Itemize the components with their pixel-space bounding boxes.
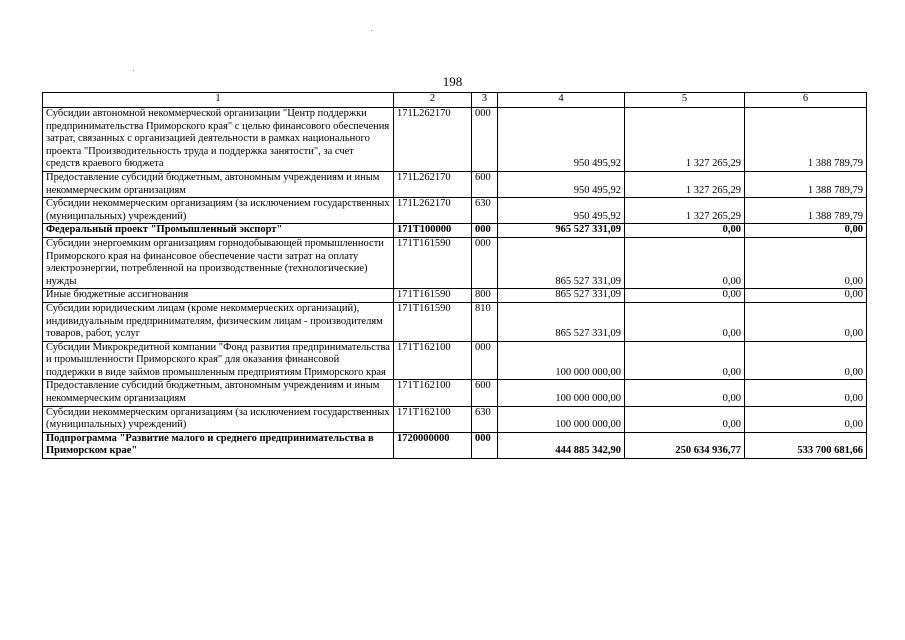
expense-type-code: 600	[472, 171, 498, 197]
target-article-code: 171T161590	[394, 237, 472, 288]
row-name: Иные бюджетные ассигнования	[43, 289, 394, 303]
column-header: 3	[472, 93, 498, 108]
target-article-code: 171L262170	[394, 108, 472, 172]
budget-table	[42, 92, 867, 459]
row-name: Предоставление субсидий бюджетным, автономным учреждениям и иным некоммерческим организациям	[43, 171, 394, 197]
expense-type-code: 000	[472, 108, 498, 172]
amount-column-4: 865 527 331,09	[498, 289, 625, 303]
expense-type-code: 630	[472, 198, 498, 224]
amount-column-5: 0,00	[625, 224, 745, 238]
amount-column-6: 0,00	[745, 224, 867, 238]
table-row	[43, 432, 867, 458]
expense-type-code: 000	[472, 341, 498, 380]
target-article-code: 171T100000	[394, 224, 472, 238]
amount-column-5: 0,00	[625, 341, 745, 380]
amount-column-4: 100 000 000,00	[498, 341, 625, 380]
amount-column-6: 533 700 681,66	[745, 432, 867, 458]
amount-column-6: 0,00	[745, 302, 867, 341]
row-name: Предоставление субсидий бюджетным, автономным учреждениям и иным некоммерческим организациям	[43, 380, 394, 406]
table-row	[43, 406, 867, 432]
table-row	[43, 302, 867, 341]
target-article-code: 171T162100	[394, 406, 472, 432]
amount-column-4: 865 527 331,09	[498, 302, 625, 341]
amount-column-6: 1 388 789,79	[745, 108, 867, 172]
table-row	[43, 224, 867, 238]
budget-table-body	[43, 93, 867, 459]
amount-column-6: 0,00	[745, 380, 867, 406]
amount-column-5: 0,00	[625, 406, 745, 432]
amount-column-6: 0,00	[745, 341, 867, 380]
target-article-code: 171T161590	[394, 302, 472, 341]
row-name: Субсидии некоммерческим организациям (за исключением государственных (муниципальных) учреждений)	[43, 198, 394, 224]
expense-type-code: 000	[472, 224, 498, 238]
expense-type-code: 000	[472, 237, 498, 288]
amount-column-5: 0,00	[625, 289, 745, 303]
amount-column-5: 0,00	[625, 380, 745, 406]
table-row	[43, 289, 867, 303]
row-name: Субсидии энергоемким организациям горнодобывающей промышленности Приморского края на финансовое обеспечение части затрат на оплату электроэнергии, потребленной на производственные (технологические) нужды	[43, 237, 394, 288]
column-header: 4	[498, 93, 625, 108]
table-row	[43, 341, 867, 380]
table-header-row	[43, 93, 867, 108]
target-article-code: 1720000000	[394, 432, 472, 458]
table-row	[43, 108, 867, 172]
amount-column-5: 250 634 936,77	[625, 432, 745, 458]
amount-column-4: 950 495,92	[498, 171, 625, 197]
expense-type-code: 810	[472, 302, 498, 341]
scan-speck	[371, 30, 372, 31]
amount-column-4: 950 495,92	[498, 108, 625, 172]
amount-column-5: 0,00	[625, 302, 745, 341]
amount-column-4: 100 000 000,00	[498, 380, 625, 406]
amount-column-6: 0,00	[745, 237, 867, 288]
amount-column-4: 965 527 331,09	[498, 224, 625, 238]
amount-column-4: 865 527 331,09	[498, 237, 625, 288]
table-row	[43, 380, 867, 406]
amount-column-4: 100 000 000,00	[498, 406, 625, 432]
amount-column-4: 444 885 342,90	[498, 432, 625, 458]
row-name: Субсидии Микрокредитной компании "Фонд развития предпринимательства и промышленности Приморского края" для оказания финансовой поддержки в виде займов промышленным предприятиям Приморского края	[43, 341, 394, 380]
column-header: 2	[394, 93, 472, 108]
expense-type-code: 800	[472, 289, 498, 303]
amount-column-6: 0,00	[745, 406, 867, 432]
target-article-code: 171T162100	[394, 380, 472, 406]
expense-type-code: 000	[472, 432, 498, 458]
table-row	[43, 237, 867, 288]
target-article-code: 171T161590	[394, 289, 472, 303]
row-name: Субсидии некоммерческим организациям (за исключением государственных (муниципальных) учреждений)	[43, 406, 394, 432]
amount-column-4: 950 495,92	[498, 198, 625, 224]
column-header: 1	[43, 93, 394, 108]
row-name: Субсидии юридическим лицам (кроме некоммерческих организаций), индивидуальным предпринимателям, физическим лицам - производителям товаров, работ, услуг	[43, 302, 394, 341]
amount-column-5: 0,00	[625, 237, 745, 288]
page-number: 198	[442, 74, 463, 89]
row-name: Подпрограмма "Развитие малого и среднего предпринимательства в Приморском крае"	[43, 432, 394, 458]
amount-column-5: 1 327 265,29	[625, 171, 745, 197]
table-row	[43, 198, 867, 224]
amount-column-5: 1 327 265,29	[625, 198, 745, 224]
table-row	[43, 171, 867, 197]
amount-column-6: 1 388 789,79	[745, 198, 867, 224]
amount-column-6: 1 388 789,79	[745, 171, 867, 197]
amount-column-6: 0,00	[745, 289, 867, 303]
row-name: Субсидии автономной некоммерческой организации "Центр поддержки предпринимательства Приморского края" с целью финансового обеспечения затрат, связанных с организацией деятельности в рамках национального проекта "Производительность труда и поддержка занятости", за счет средств краевого бюджета	[43, 108, 394, 172]
target-article-code: 171T162100	[394, 341, 472, 380]
expense-type-code: 630	[472, 406, 498, 432]
column-header: 6	[745, 93, 867, 108]
target-article-code: 171L262170	[394, 198, 472, 224]
row-name: Федеральный проект "Промышленный экспорт"	[43, 224, 394, 238]
column-header: 5	[625, 93, 745, 108]
expense-type-code: 600	[472, 380, 498, 406]
target-article-code: 171L262170	[394, 171, 472, 197]
amount-column-5: 1 327 265,29	[625, 108, 745, 172]
scan-speck	[133, 70, 134, 71]
